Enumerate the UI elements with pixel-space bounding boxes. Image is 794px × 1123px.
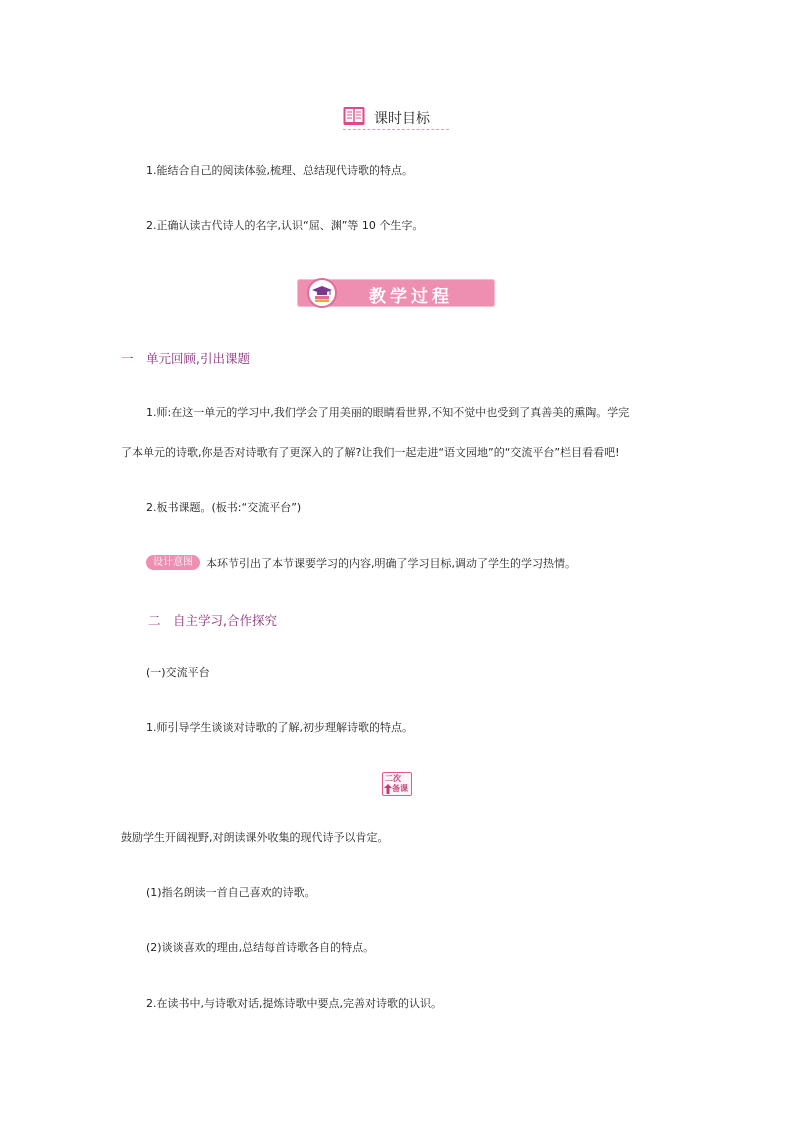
open-book-icon bbox=[343, 106, 365, 126]
section-1-para-1-line-2: 了本单元的诗歌,你是否对诗歌有了更深入的了解?让我们一起走进“语文园地”的“交流平台”栏目看看吧! bbox=[121, 446, 620, 459]
objectives-header bbox=[343, 104, 449, 130]
section-2-item-1: (1)指名朗读一首自己喜欢的诗歌。 bbox=[146, 886, 316, 899]
section-2-para-1: 1.师引导学生谈谈对诗歌的了解,初步理解诗歌的特点。 bbox=[146, 721, 413, 734]
objective-item-1: 1.能结合自己的阅读体验,梳理、总结现代诗歌的特点。 bbox=[146, 164, 413, 177]
encourage-text: 鼓励学生开阔视野,对朗读课外收集的现代诗予以肯定。 bbox=[121, 831, 389, 844]
banner-icon-circle bbox=[307, 278, 337, 308]
section-2-subheading: (一)交流平台 bbox=[146, 666, 210, 679]
section-1-para-1-line-1: 1.师:在这一单元的学习中,我们学会了用美丽的眼睛看世界,不知不觉中也受到了真善美的熏陶。学完 bbox=[146, 406, 630, 419]
section-2-para-2: 2.在读书中,与诗歌对话,提炼诗歌中要点,完善对诗歌的认识。 bbox=[146, 997, 442, 1010]
objectives-underline bbox=[343, 129, 449, 130]
section-2-heading: 二 自主学习,合作探究 bbox=[148, 613, 277, 628]
teaching-process-banner bbox=[297, 279, 495, 307]
banner-title: 教学过程 bbox=[369, 287, 453, 307]
up-arrow-icon bbox=[384, 784, 392, 794]
section-2-item-2: (2)谈谈喜欢的理由,总结每首诗歌各自的特点。 bbox=[146, 941, 375, 954]
graduation-cap-book-icon bbox=[309, 280, 335, 306]
stamp-line-1: 二次 bbox=[385, 774, 401, 783]
objectives-heading: 课时目标 bbox=[374, 111, 430, 127]
second-prep-stamp bbox=[382, 772, 412, 796]
section-1-para-2: 2.板书课题。(板书:“交流平台”) bbox=[146, 501, 302, 514]
stamp-line-2: 备课 bbox=[392, 784, 408, 793]
objective-item-2: 2.正确认读古代诗人的名字,认识“屈、渊”等 10 个生字。 bbox=[146, 219, 424, 232]
design-intent-text: 本环节引出了本节课要学习的内容,明确了学习目标,调动了学生的学习热情。 bbox=[206, 557, 576, 570]
design-intent-tag: 设计意图 bbox=[146, 555, 200, 570]
section-1-heading: 一 单元回顾,引出课题 bbox=[121, 351, 250, 366]
